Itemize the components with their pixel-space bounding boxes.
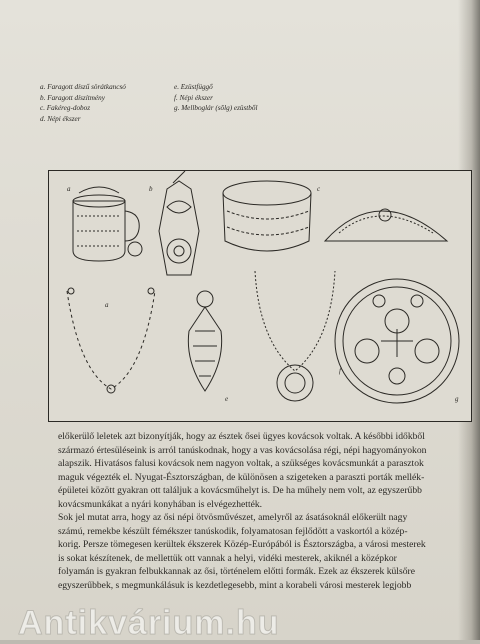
bark-box-drawing	[223, 181, 311, 251]
carved-ornament-drawing	[159, 171, 199, 275]
caption-line: d. Népi ékszer	[40, 114, 81, 123]
caption-line: b. Faragott díszítmény	[40, 93, 105, 102]
caption-line: c. Fakéreg-doboz	[40, 104, 91, 113]
embroidered-cap-drawing	[325, 209, 447, 241]
illustration-plate	[48, 170, 472, 422]
caption-line: a. Faragott díszű sörátkancsó	[40, 83, 126, 91]
tankard-drawing	[73, 187, 142, 261]
caption-line: g. Mellboglár (sõlg) ezüstből	[174, 104, 258, 113]
text-line: előkerülő leletek azt bizonyítják, hogy az észtek ősei ügyes kovácsok voltak. A későbbi időkből	[58, 431, 425, 442]
text-line: származó értesüléseink is arról tanúskodnak, hogy a vas kovácsolása régi, népi hagyományokon	[58, 444, 427, 456]
brooch-drawing	[335, 279, 459, 403]
text-line: számú, remekbe készült fémékszer tanúskodik, folyamatosan fejlődött a vaskortól a közép-	[58, 525, 408, 537]
figure-label: a	[105, 301, 109, 309]
caption-line: f. Népi ékszer	[174, 93, 213, 102]
figure-label: e	[225, 395, 229, 403]
text-line: egyszerűbbek, s megmunkálásuk is kezdetlegesebb, mint a korabeli városi mesterek legjobb	[58, 579, 412, 591]
figure-label: b	[149, 185, 153, 193]
figure-label: g	[455, 395, 459, 403]
silver-pendant-drawing	[188, 291, 221, 391]
figure-captions	[36, 82, 336, 142]
figure-label: f	[339, 367, 341, 375]
figure-label: c	[317, 185, 321, 193]
bead-necklace-drawing	[67, 288, 155, 393]
watermark: Antikvárium.hu	[18, 604, 280, 642]
figure-label: a	[67, 185, 71, 193]
text-line: maguk végezték el. Nyugat-Észtországban, de különösen a szigeteken a paraszti porták mellék-	[58, 471, 425, 483]
text-line: is sokat készítenek, de mellettük ott vannak a helyi, vidéki mesterek, akiknél a középkor	[58, 552, 397, 564]
text-line: korig. Persze tömegesen kerültek ékszerek Közép-Európából is Észtországba, a városi mesterek	[58, 539, 426, 550]
text-line: Sok jel mutat arra, hogy az ősi népi ötvösművészet, amelyről az ásatásoknál előkerült nagy	[58, 512, 408, 523]
text-line: alapszik. Hivatásos falusi kovácsok nem nagyon voltak, a szükséges kovácsmunkát a parasztok	[58, 458, 424, 469]
body-text	[58, 430, 470, 592]
illustration-drawings	[49, 171, 471, 421]
chain-pendant-drawing	[255, 271, 335, 401]
text-line: kovácsmunkákat a nyári konyhában is elvégezhették.	[58, 498, 263, 510]
caption-line: e. Ezüstfüggő	[174, 83, 213, 91]
text-line: folyamán is gyakran felbukkannak az ősi, történelem előtti formák. Ezek az ékszerek külsőre	[58, 566, 415, 577]
caption-column-right	[174, 82, 257, 114]
text-line: épületei között gyakran ott találjuk a kovácsműhelyt is. De ha műhely nem volt, az egyszerűbb	[58, 485, 422, 496]
caption-column-left	[40, 82, 126, 124]
